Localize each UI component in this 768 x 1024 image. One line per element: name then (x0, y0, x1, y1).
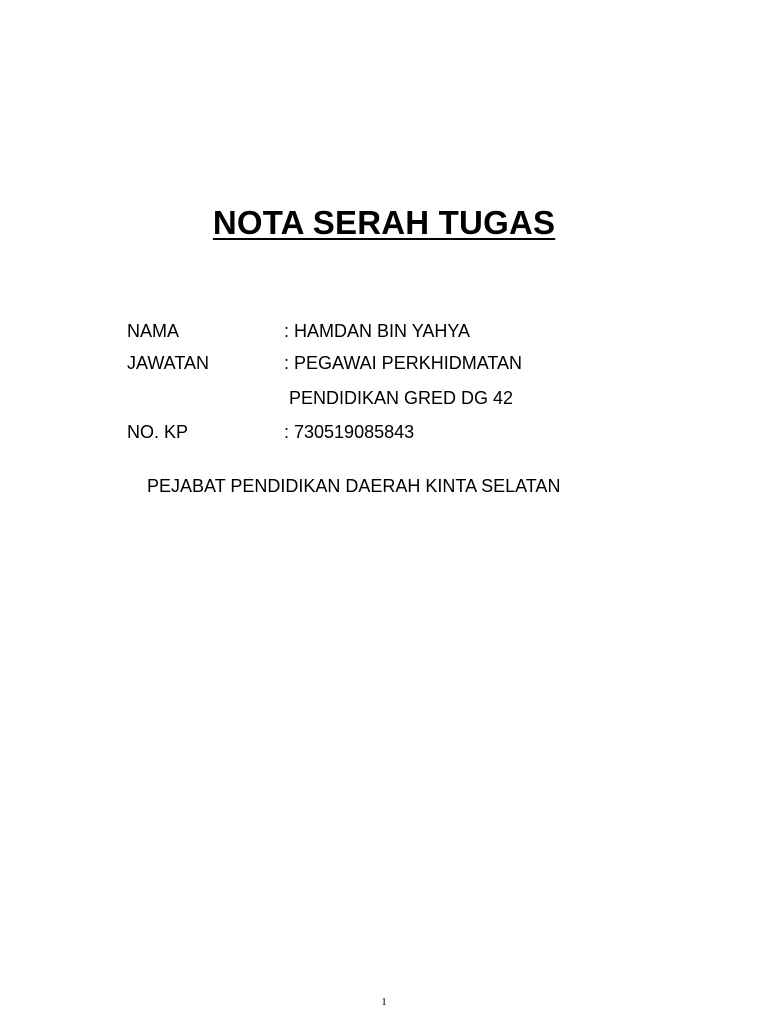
field-row-jawatan-continuation (0, 385, 768, 411)
field-row-jawatan (0, 350, 768, 376)
document-title: NOTA SERAH TUGAS (212, 204, 556, 241)
field-label-no-kp: NO. KP (127, 422, 189, 442)
field-label-jawatan: JAWATAN (127, 353, 209, 373)
page-number: 1 (381, 996, 387, 1008)
field-value-no-kp: : 730519085843 (284, 422, 415, 442)
field-label-nama: NAMA (127, 321, 180, 341)
field-value-nama: : HAMDAN BIN YAHYA (284, 321, 471, 341)
office-name: PEJABAT PENDIDIKAN DAERAH KINTA SELATAN (147, 476, 561, 496)
field-row-no-kp (0, 419, 768, 445)
field-value-jawatan: : PEGAWAI PERKHIDMATAN (284, 353, 523, 373)
field-value-jawatan-continuation: PENDIDIKAN GRED DG 42 (289, 388, 514, 408)
field-row-nama (0, 318, 768, 344)
